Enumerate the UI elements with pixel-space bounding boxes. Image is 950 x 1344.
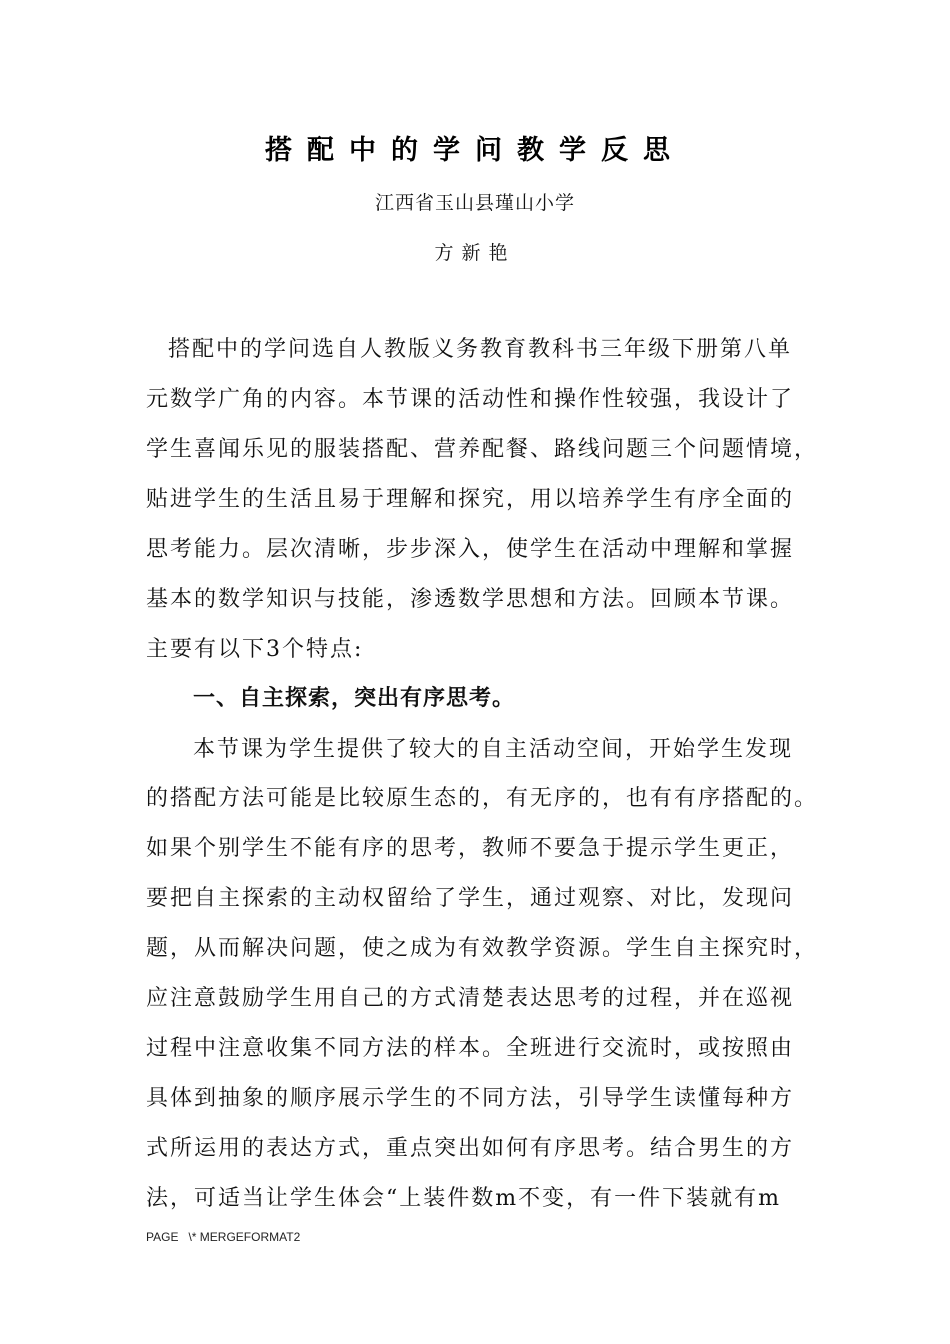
paragraph-line: 过程中注意收集不同方法的样本。全班进行交流时，或按照由 bbox=[146, 1036, 795, 1061]
page-footer: PAGE \* MERGEFORMAT2 bbox=[146, 1230, 301, 1244]
paragraph-line: 应注意鼓励学生用自己的方式清楚表达思考的过程，并在巡视 bbox=[146, 986, 795, 1011]
paragraph-line: 具体到抽象的顺序展示学生的不同方法，引导学生读懂每种方 bbox=[146, 1086, 795, 1111]
paragraph-line: 要把自主探索的主动权留给了学生，通过观察、对比，发现问 bbox=[146, 886, 795, 911]
document-title: 搭配中的学问教学反思 bbox=[265, 135, 685, 166]
paragraph-line: 主要有以下3个特点: bbox=[146, 637, 364, 662]
author-name: 方新艳 bbox=[434, 242, 516, 264]
school-name: 江西省玉山县瑾山小学 bbox=[374, 192, 575, 214]
paragraph-line: 题，从而解决问题，使之成为有效教学资源。学生自主探究时， bbox=[146, 936, 819, 961]
paragraph-line: 如果个别学生不能有序的思考，教师不要急于提示学生更正， bbox=[146, 836, 795, 861]
paragraph-line: 元数学广角的内容。本节课的活动性和操作性较强，我设计了 bbox=[146, 387, 795, 412]
paragraph-line: 法，可适当让学生体会“上装件数m不变，有一件下装就有m bbox=[146, 1186, 781, 1211]
section-heading: 一、自主探索，突出有序思考。 bbox=[193, 686, 516, 711]
paragraph-line: 思考能力。层次清晰，步步深入，使学生在活动中理解和掌握 bbox=[146, 537, 795, 562]
paragraph-line: 搭配中的学问选自人教版义务教育教科书三年级下册第八单 bbox=[168, 337, 793, 362]
paragraph-line: 的搭配方法可能是比较原生态的，有无序的，也有有序搭配的。 bbox=[146, 786, 819, 811]
paragraph-line: 本节课为学生提供了较大的自主活动空间，开始学生发现 bbox=[193, 737, 794, 762]
paragraph-line: 学生喜闻乐见的服装搭配、营养配餐、路线问题三个问题情境， bbox=[146, 437, 819, 462]
paragraph-line: 贴进学生的生活且易于理解和探究，用以培养学生有序全面的 bbox=[146, 487, 795, 512]
paragraph-line: 基本的数学知识与技能，渗透数学思想和方法。回顾本节课。 bbox=[146, 587, 795, 612]
paragraph-line: 式所运用的表达方式，重点突出如何有序思考。结合男生的方 bbox=[146, 1136, 795, 1161]
